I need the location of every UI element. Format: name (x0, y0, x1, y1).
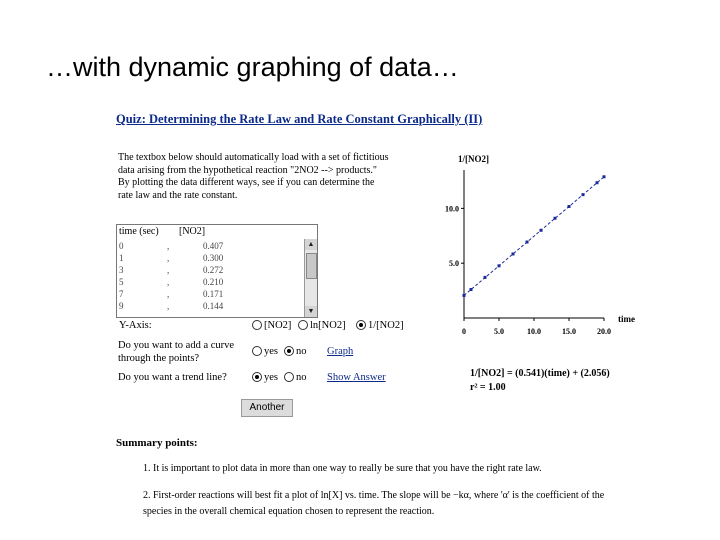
intro-line: The textbox below should automatically load with a set of fictitious (118, 152, 389, 163)
radio-selected-icon[interactable] (356, 320, 366, 330)
scroll-down-arrow-icon[interactable]: ▼ (305, 306, 317, 317)
curve-no-option[interactable]: no (284, 346, 307, 357)
curve-label-line1: Do you want to add a curve (118, 340, 235, 351)
table-row: 7 , 0.171 (119, 289, 224, 299)
radio-selected-icon[interactable] (252, 372, 262, 382)
conc-header: [NO2] (179, 226, 206, 237)
radio-icon[interactable] (252, 320, 262, 330)
trend-label: Do you want a trend line? (118, 372, 227, 383)
show-answer-link[interactable]: Show Answer (327, 372, 386, 383)
radio-icon[interactable] (284, 372, 294, 382)
data-textarea[interactable] (116, 224, 318, 318)
yaxis-option-conc[interactable]: [NO2] (252, 320, 291, 331)
yaxis-option-inverse[interactable]: 1/[NO2] (356, 320, 404, 331)
slide-title: …with dynamic graphing of data… (46, 52, 459, 82)
data-point (603, 175, 606, 178)
data-point (582, 193, 585, 196)
data-point (484, 276, 487, 279)
graph-link[interactable]: Graph (327, 346, 354, 357)
data-point (568, 205, 571, 208)
trend-no-option[interactable]: no (284, 372, 307, 383)
table-row: 9 , 0.144 (119, 301, 224, 311)
curve-label-line2: through the points? (118, 353, 200, 364)
radio-selected-icon[interactable] (284, 346, 294, 356)
summary-point: species in the overall chemical equation chosen to represent the reaction. (143, 506, 435, 517)
x-tick-label: 0 (462, 327, 466, 336)
data-point (526, 241, 529, 244)
intro-text (118, 152, 418, 202)
data-point (554, 217, 557, 220)
trend-yes-option[interactable]: yes (252, 372, 278, 383)
textarea-scrollbar[interactable] (304, 239, 317, 317)
y-tick-label: 10.0 (445, 204, 459, 214)
data-point (512, 252, 515, 255)
summary-title: Summary points: (116, 437, 198, 449)
r-squared: r² = 1.00 (470, 382, 506, 393)
x-tick-label: 20.0 (597, 327, 611, 336)
another-button[interactable]: Another (241, 399, 293, 417)
x-tick-label: 10.0 (527, 327, 541, 336)
rate-chart (428, 148, 650, 398)
data-header (117, 225, 303, 239)
y-axis-label: 1/[NO2] (458, 154, 489, 164)
yaxis-label: Y-Axis: (119, 320, 152, 331)
yaxis-option-ln[interactable]: ln[NO2] (298, 320, 346, 331)
y-tick-label: 5.0 (449, 259, 459, 269)
intro-line: rate law and the rate constant. (118, 189, 238, 201)
data-point (463, 294, 466, 297)
data-point (498, 264, 501, 267)
data-point (540, 229, 543, 232)
data-point (470, 288, 473, 291)
table-row: 1 , 0.300 (119, 253, 224, 263)
scroll-thumb[interactable] (306, 253, 317, 279)
trend-equation: 1/[NO2] = (0.541)(time) + (2.056) (470, 368, 610, 379)
table-row: 3 , 0.272 (119, 265, 224, 275)
table-row: 5 , 0.210 (119, 277, 224, 287)
curve-yes-option[interactable]: yes (252, 346, 278, 357)
summary-point: 1. It is important to plot data in more than one way to really be sure that you have the right rate law. (143, 463, 542, 474)
scroll-up-arrow-icon[interactable]: ▲ (305, 239, 317, 250)
time-header: time (sec) (119, 226, 159, 237)
quiz-title-link[interactable]: Quiz: Determining the Rate Law and Rate Constant Graphically (II) (116, 112, 483, 126)
x-axis-label: time (618, 314, 635, 324)
x-tick-label: 15.0 (562, 327, 576, 336)
summary-point: 2. First-order reactions will best fit a plot of ln[X] vs. time. The slope will be −kα, where 'α' is the coefficient of the (143, 490, 605, 501)
radio-icon[interactable] (298, 320, 308, 330)
intro-line: By plotting the data different ways, see if you can determine the (118, 177, 375, 188)
x-tick-label: 5.0 (494, 327, 504, 336)
data-point (596, 181, 599, 184)
table-row: 0 , 0.407 (119, 241, 224, 251)
chart-svg (428, 148, 650, 398)
intro-line: data arising from the hypothetical reaction "2NO2 --> products." (118, 164, 378, 176)
radio-icon[interactable] (252, 346, 262, 356)
